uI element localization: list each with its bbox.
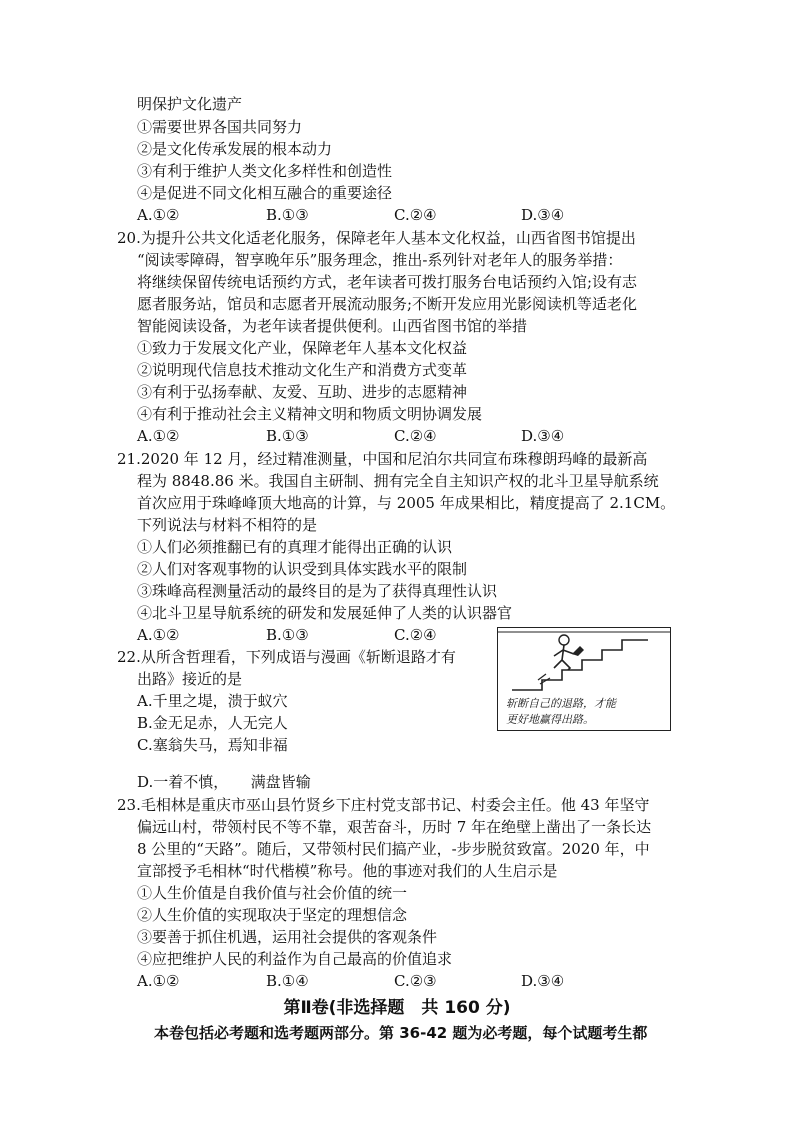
q20-item-2: ②说明现代信息技术推动文化生产和消费方式变革: [137, 361, 468, 379]
q20-option-b: B.①③: [266, 427, 309, 445]
q20-line-2: “阅读零障碍，智享晚年乐”服务理念，推出-系列针对老年人的服务举措：: [137, 251, 623, 269]
q19-option-a: A.①②: [137, 206, 180, 224]
q21-line-3: 首次应用于珠峰峰顶大地高的计算，与 2005 年成果相比，精度提高了 2.1CM。: [137, 494, 676, 512]
q21-item-4: ④北斗卫星导航系统的研发和发展延伸了人类的认识器官: [137, 604, 513, 622]
q23-option-a: A.①②: [137, 972, 180, 990]
q23-line-3: 8 公里的“天路”。随后，又带领村民们搞产业，-步步脱贫致富。2020 年，中: [137, 840, 650, 858]
q21-line-2: 程为 8848.86 米。我国自主研制、拥有完全自主知识产权的北斗卫星导航系统: [137, 472, 659, 490]
q23-item-4: ④应把维护人民的利益作为自己最高的价值追求: [137, 950, 453, 968]
q19-options: [137, 205, 567, 226]
cartoon-drawing: [498, 628, 670, 692]
cartoon-caption-1: 斩断自己的退路，才能: [506, 697, 616, 710]
q22-choice-a: A.千里之堤，溃于蚁穴: [137, 692, 288, 710]
q21-option-a: A.①②: [137, 626, 180, 644]
q23-item-2: ②人生价值的实现取决于坚定的理想信念: [137, 906, 408, 924]
q20-option-a: A.①②: [137, 427, 180, 445]
q21-line-4: 下列说法与材料不相符的是: [137, 516, 318, 534]
q23-option-b: B.①④: [266, 972, 309, 990]
q21-item-3: ③珠峰高程测量活动的最终目的是为了获得真理性认识: [137, 582, 498, 600]
q20-line-4: 愿者服务站，馆员和志愿者开展流动服务;不断开发应用光影阅读机等适老化: [137, 295, 638, 313]
q20-item-4: ④有利于推动社会主义精神文明和物质文明协调发展: [137, 405, 483, 423]
q21-item-2: ②人们对客观事物的认识受到具体实践水平的限制: [137, 560, 468, 578]
q19-item-3: ③有利于维护人类文化多样性和创造性: [137, 162, 393, 180]
q20-options: [137, 426, 567, 447]
q22-line-1: 22.从所含哲理看，下列成语与漫画《斩断退路才有: [117, 648, 456, 666]
q22-choice-c: C.塞翁失马，焉知非福: [137, 736, 288, 754]
q23-option-c: C.②③: [394, 972, 437, 990]
q23-item-1: ①人生价值是自我价值与社会价值的统一: [137, 884, 408, 902]
q21-option-c: C.②④: [394, 626, 437, 644]
q22-choice-b: B.金无足赤，人无完人: [137, 714, 288, 732]
q19-stem-tail: 明保护文化遗产: [137, 95, 243, 113]
q19-option-b: B.①③: [266, 206, 309, 224]
q23-option-d: D.③④: [521, 972, 565, 990]
q20-line-3: 将继续保留传统电话预约方式，老年读者可拨打服务台电话预约入馆;设有志: [137, 273, 638, 291]
q21-item-1: ①人们必须推翻已有的真理才能得出正确的认识: [137, 538, 453, 556]
q19-item-2: ②是文化传承发展的根本动力: [137, 140, 333, 158]
cartoon-caption-2: 更好地赢得出路。: [506, 713, 594, 726]
q23-options: [137, 971, 567, 992]
q23-line-4: 宣部授予毛相林“时代楷模”称号。他的事迹对我们的人生启示是: [137, 862, 558, 880]
section-2-description: 本卷包括必考题和选考题两部分。第 36-42 题为必考题，每个试题考生都: [154, 1024, 648, 1042]
q19-option-c: C.②④: [394, 206, 437, 224]
q20-item-1: ①致力于发展文化产业，保障老年人基本文化权益: [137, 339, 468, 357]
q23-line-1: 23.毛相林是重庆市巫山县竹贤乡下庄村党支部书记、村委会主任。他 43 年坚守: [117, 796, 650, 814]
q19-item-1: ①需要世界各国共同努力: [137, 118, 303, 136]
q22-choice-d: D.一着不慎， 满盘皆输: [137, 773, 311, 791]
q20-option-d: D.③④: [521, 427, 565, 445]
section-2-title: 第Ⅱ卷(非选择题 共 160 分): [283, 998, 511, 1018]
cartoon-image: [497, 627, 671, 731]
q21-option-b: B.①③: [266, 626, 309, 644]
q19-item-4: ④是促进不同文化相互融合的重要途径: [137, 184, 393, 202]
q20-line-1: 20.为提升公共文化适老化服务，保障老年人基本文化权益，山西省图书馆提出: [117, 229, 636, 247]
q21-line-1: 21.2020 年 12 月，经过精准测量，中国和尼泊尔共同宣布珠穆朗玛峰的最新高: [117, 450, 648, 468]
q19-option-d: D.③④: [521, 206, 565, 224]
q20-item-3: ③有利于弘扬奉献、友爱、互助、进步的志愿精神: [137, 383, 468, 401]
q23-line-2: 偏远山村，带领村民不等不靠，艰苦奋斗，历时 7 年在绝壁上凿出了一条长达: [137, 818, 652, 836]
q20-option-c: C.②④: [394, 427, 437, 445]
q23-item-3: ③要善于抓住机遇，运用社会提供的客观条件: [137, 928, 438, 946]
q20-line-5: 智能阅读设备，为老年读者提供便利。山西省图书馆的举措: [137, 317, 528, 335]
q22-line-2: 出路》接近的是: [137, 670, 243, 688]
